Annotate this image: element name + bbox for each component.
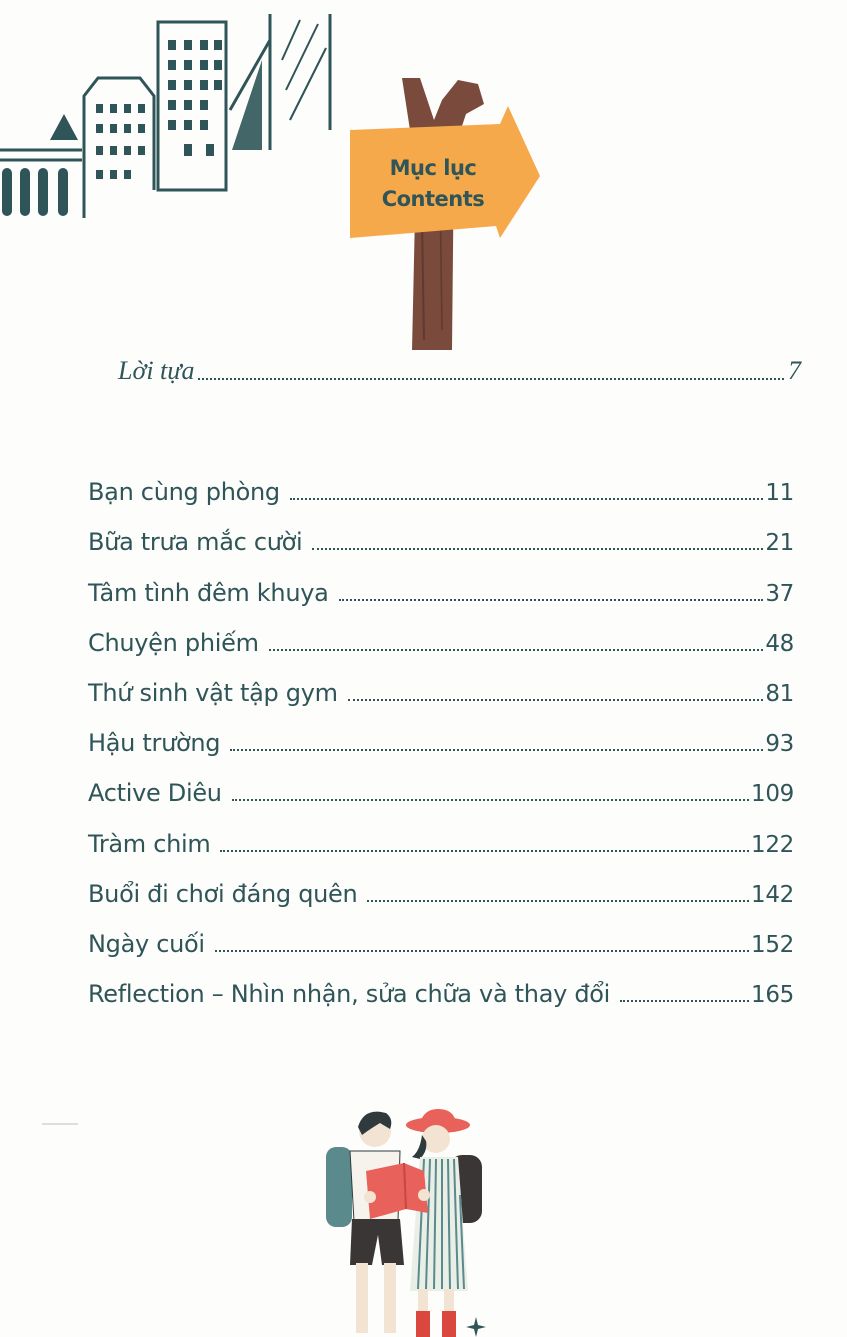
toc-page-number: 48	[765, 630, 794, 657]
decorative-mark	[40, 1122, 80, 1126]
dot-leader	[312, 548, 763, 550]
toc-page-number: 93	[765, 731, 794, 758]
toc-row[interactable]	[88, 958, 794, 1008]
signpost-illustration	[340, 70, 550, 355]
toc-foreword-row[interactable]	[118, 356, 801, 386]
toc-page-number: 122	[751, 831, 794, 858]
toc-row[interactable]	[88, 858, 794, 908]
toc-row[interactable]	[88, 807, 794, 857]
sign-title-vi: Mục lục	[389, 156, 477, 180]
travelers-illustration	[320, 1105, 495, 1337]
dot-leader	[198, 378, 784, 380]
toc-entry-label: Chuyện phiếm	[88, 628, 259, 657]
toc-entry-label: Bạn cùng phòng	[88, 478, 280, 507]
toc-page-number: 165	[751, 982, 794, 1009]
toc-row[interactable]	[88, 908, 794, 958]
toc-page-number: 109	[751, 781, 794, 808]
toc-entry-label: Bữa trưa mắc cười	[88, 528, 303, 557]
toc-entry-label: Tràm chim	[88, 829, 211, 858]
toc-page-number: 7	[788, 356, 801, 385]
dot-leader	[269, 649, 764, 651]
toc-page-number: 11	[765, 480, 794, 507]
toc-entry-label: Reflection – Nhìn nhận, sửa chữa và thay đổi	[88, 980, 611, 1009]
table-of-contents	[88, 456, 794, 1008]
toc-row[interactable]	[88, 657, 794, 707]
toc-page-number: 21	[765, 530, 794, 557]
dot-leader	[232, 799, 749, 801]
toc-row[interactable]	[88, 757, 794, 807]
toc-entry-label: Thứ sinh vật tập gym	[88, 678, 338, 707]
dot-leader	[620, 1000, 749, 1002]
toc-page-number: 37	[765, 580, 794, 607]
toc-row[interactable]	[88, 506, 794, 556]
toc-entry-label: Tâm tình đêm khuya	[88, 578, 329, 607]
toc-entry-label: Hậu trường	[88, 729, 221, 758]
dot-leader	[339, 599, 764, 601]
dot-leader	[348, 699, 764, 701]
sign-title-en: Contents	[381, 187, 485, 211]
dot-leader	[230, 749, 763, 751]
dot-leader	[290, 498, 763, 500]
toc-row[interactable]	[88, 707, 794, 757]
toc-entry-label: Buổi đi chơi đáng quên	[88, 879, 358, 908]
toc-entry-label: Ngày cuối	[88, 929, 205, 958]
toc-page-number: 81	[765, 680, 794, 707]
toc-page-number: 152	[751, 931, 794, 958]
dot-leader	[215, 950, 749, 952]
toc-row[interactable]	[88, 556, 794, 606]
toc-entry-label: Active Diêu	[88, 779, 222, 808]
dot-leader	[367, 900, 749, 902]
city-skyline-illustration	[0, 0, 345, 230]
toc-entry-label: Lời tựa	[118, 356, 195, 385]
toc-row[interactable]	[88, 607, 794, 657]
toc-page-number: 142	[751, 881, 794, 908]
toc-row[interactable]	[88, 456, 794, 506]
dot-leader	[220, 850, 749, 852]
